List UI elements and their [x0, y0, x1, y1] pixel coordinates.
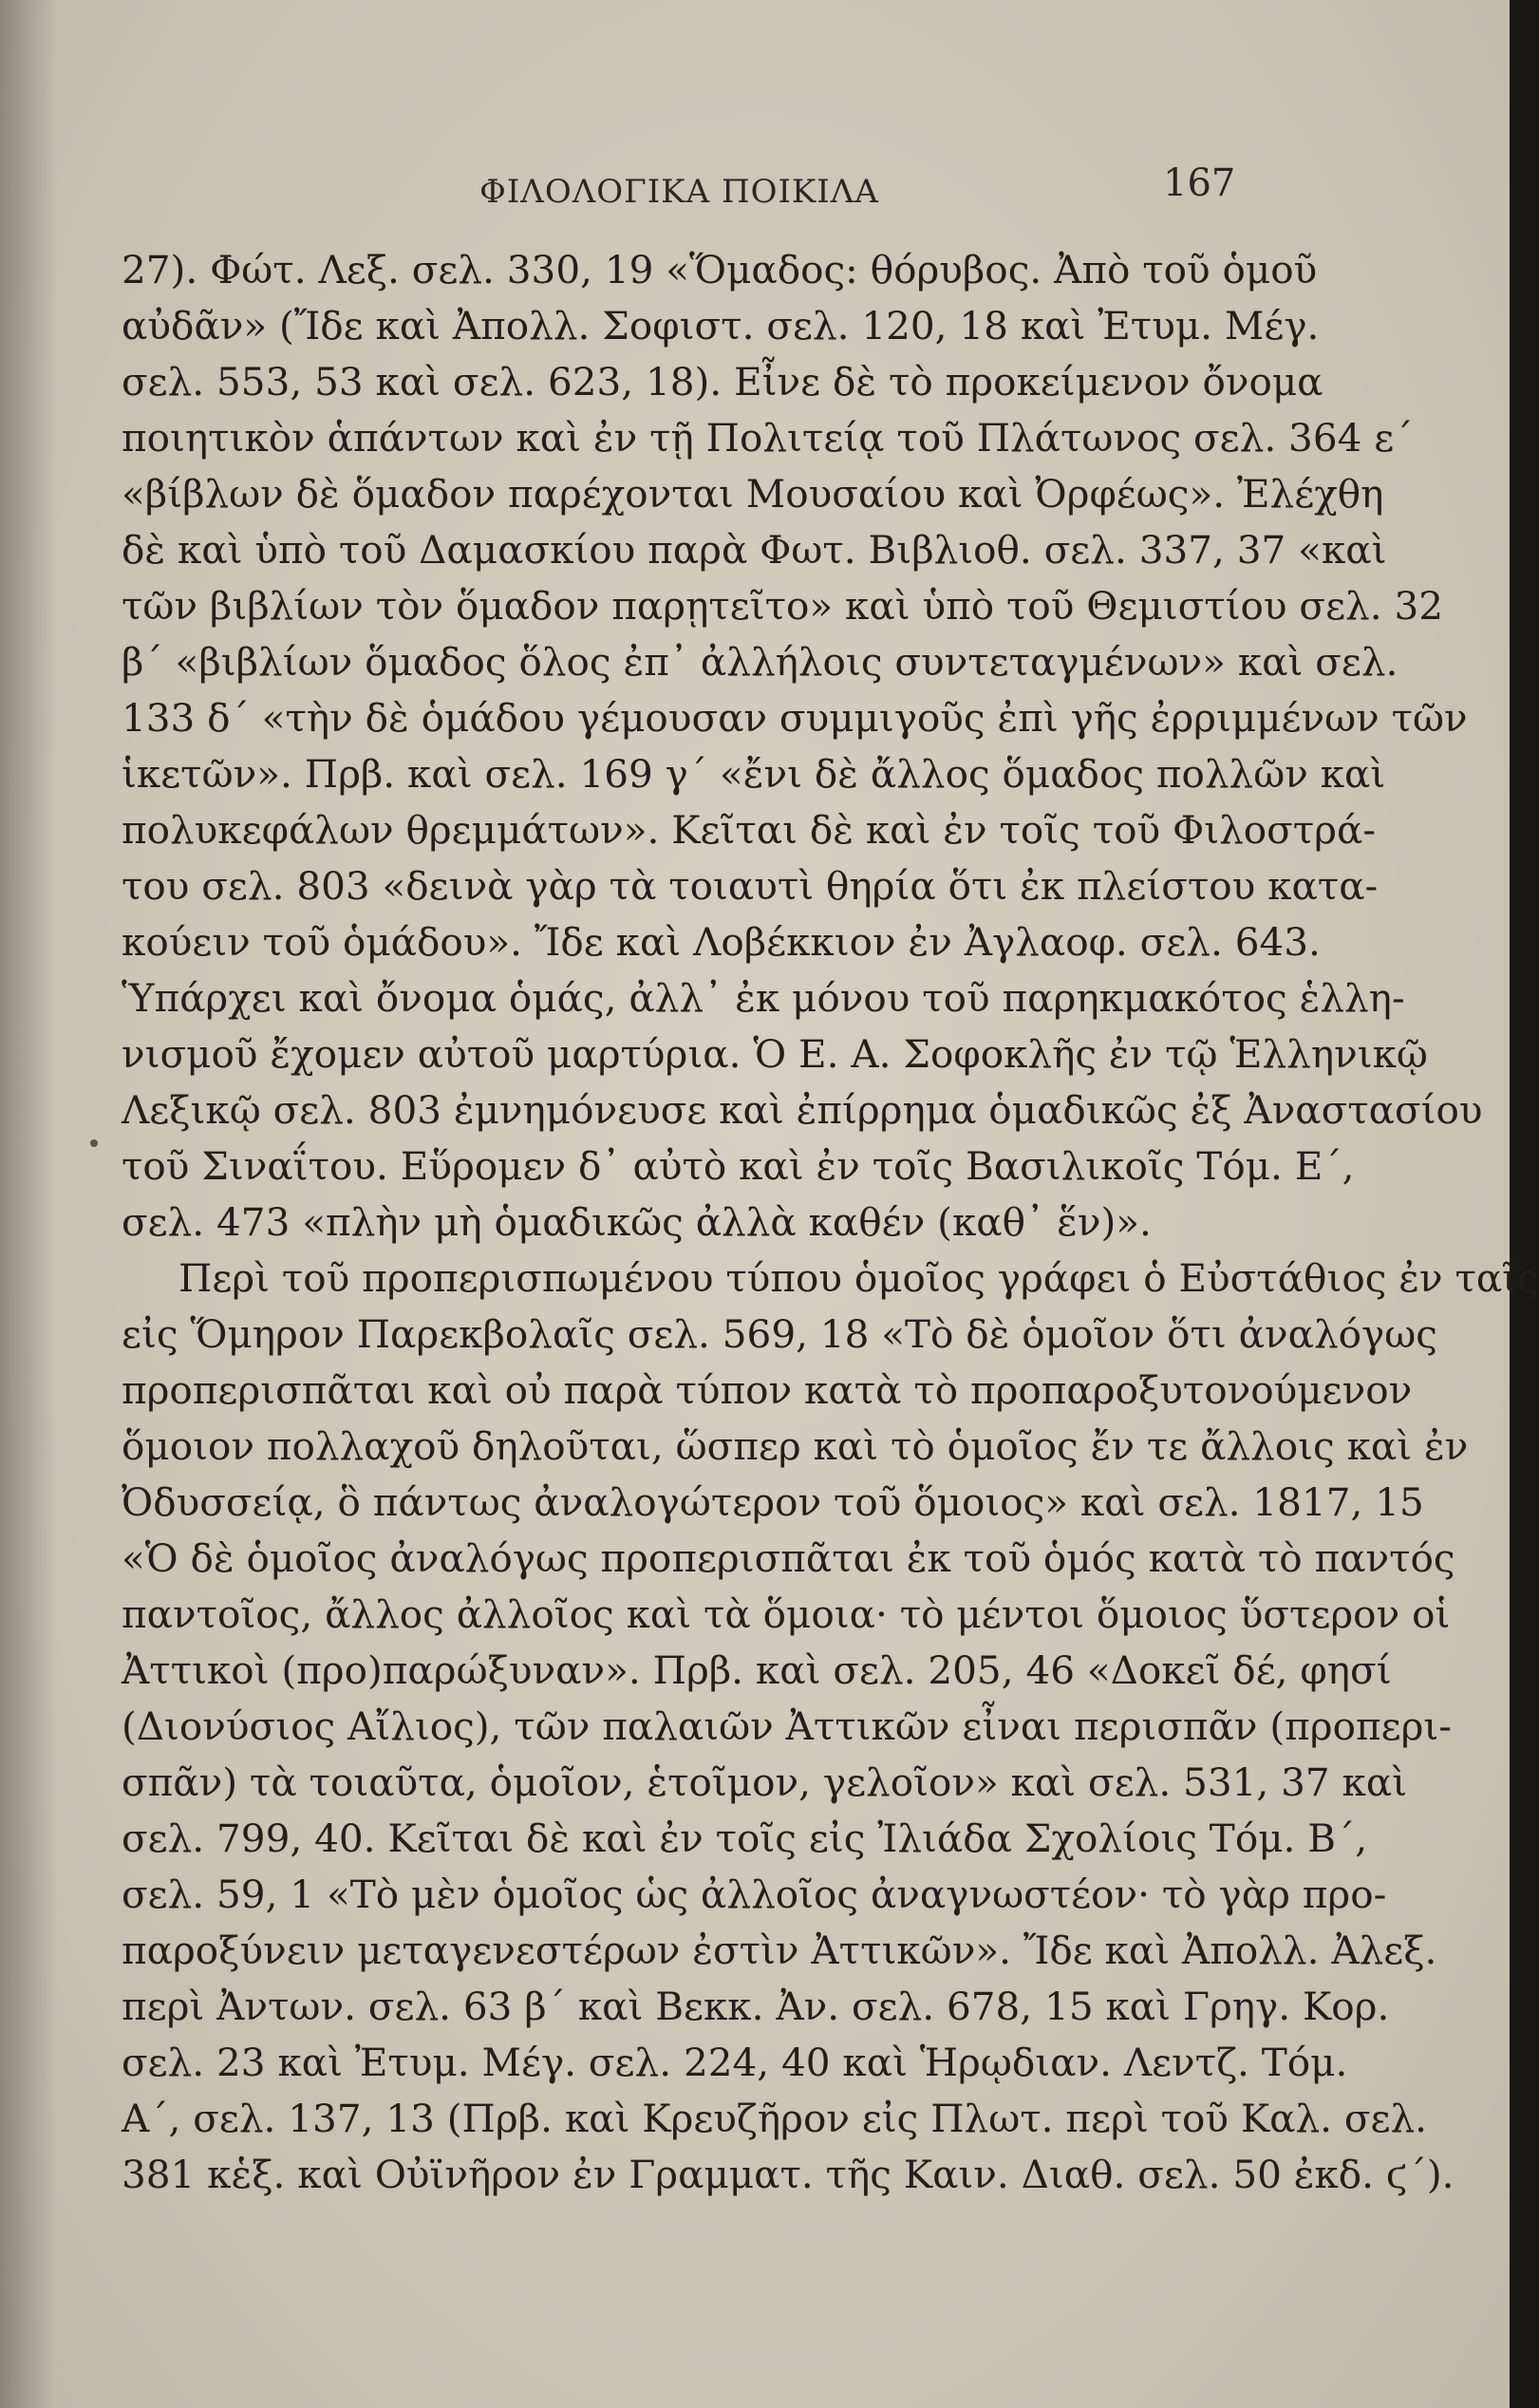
text-line: σελ. 23 καὶ Ἐτυμ. Μέγ. σελ. 224, 40 καὶ Ἡρῳδιαν. Λεντζ. Τόμ. — [122, 2040, 1348, 2085]
text-line: σελ. 799, 40. Κεῖται δὲ καὶ ἐν τοῖς εἰς Ἰλιάδα Σχολίοις Τόμ. Β΄, — [122, 1815, 1368, 1861]
text-line: αὐδᾶν» (Ἴδε καὶ Ἀπολλ. Σοφιστ. σελ. 120, 18 καὶ Ἐτυμ. Μέγ. — [122, 303, 1320, 348]
text-line: ποιητικὸν ἁπάντων καὶ ἐν τῇ Πολιτείᾳ τοῦ Πλάτωνος σελ. 364 ε΄ — [122, 415, 1414, 461]
body-text — [122, 242, 1539, 2203]
text-line: του σελ. 803 «δεινὰ γὰρ τὰ τοιαυτὶ θηρία ὅτι ἐκ πλείστου κατα- — [122, 863, 1379, 909]
text-line: δὲ καὶ ὑπὸ τοῦ Δαμασκίου παρὰ Φωτ. Βιβλιοθ. σελ. 337, 37 «καὶ — [122, 527, 1387, 573]
text-line: παντοῖος, ἄλλος ἀλλοῖος καὶ τὰ ὅμοια· τὸ μέντοι ὅμοιος ὕστερον οἱ — [122, 1591, 1451, 1637]
text-line: Ὀδυσσείᾳ, ὃ πάντως ἀναλογώτερον τοῦ ὅμοιος» καὶ σελ. 1817, 15 — [122, 1479, 1424, 1525]
spine-shadow — [0, 0, 57, 2408]
page-header — [0, 161, 1510, 218]
text-line: «Ὁ δὲ ὁμοῖος ἀναλόγως προπερισπᾶται ἐκ τοῦ ὁμός κατὰ τὸ παντός — [122, 1535, 1455, 1581]
text-line: «βίβλων δὲ ὅμαδον παρέχονται Μουσαίου καὶ Ὀρφέως». Ἐλέχθη — [122, 471, 1384, 517]
text-line: νισμοῦ ἔχομεν αὐτοῦ μαρτύρια. Ὁ Ε. Α. Σοφοκλῆς ἐν τῷ Ἑλληνικῷ — [122, 1031, 1428, 1077]
text-line: σελ. 473 «πλὴν μὴ ὁμαδικῶς ἀλλὰ καθέν (καθ᾿ ἕν)». — [122, 1199, 1152, 1245]
text-line: Λεξικῷ σελ. 803 ἐμνημόνευσε καὶ ἐπίρρημα ὁμαδικῶς ἐξ Ἀναστασίου — [122, 1087, 1483, 1133]
text-line: 27). Φώτ. Λεξ. σελ. 330, 19 «Ὅμαδος: θόρυβος. Ἀπὸ τοῦ ὁμοῦ — [122, 247, 1318, 292]
text-line: Ἀττικοὶ (προ)παρώξυναν». Πρβ. καὶ σελ. 205, 46 «Δοκεῖ δέ, φησί — [122, 1647, 1392, 1693]
text-line: τῶν βιβλίων τὸν ὅμαδον παρῃτεῖτο» καὶ ὑπὸ τοῦ Θεμιστίου σελ. 32 — [122, 583, 1444, 629]
text-line: β΄ «βιβλίων ὅμαδος ὅλος ἐπ᾿ ἀλλήλοις συντεταγμένων» καὶ σελ. — [122, 639, 1398, 685]
text-line: παροξύνειν μεταγενεστέρων ἐστὶν Ἀττικῶν». Ἴδε καὶ Ἀπολλ. Ἀλεξ. — [122, 1928, 1437, 1973]
page-number: 167 — [1163, 161, 1236, 205]
text-line: 133 δ΄ «τὴν δὲ ὁμάδου γέμουσαν συμμιγοῦς ἐπὶ γῆς ἐρριμμένων τῶν — [122, 695, 1468, 741]
text-line: εἰς Ὅμηρον Παρεκβολαῖς σελ. 569, 18 «Τὸ δὲ ὁμοῖον ὅτι ἀναλόγως — [122, 1311, 1437, 1357]
text-line: προπερισπᾶται καὶ οὐ παρὰ τύπον κατὰ τὸ προπαροξυτονούμενον — [122, 1367, 1413, 1413]
text-line: ὅμοιον πολλαχοῦ δηλοῦται, ὥσπερ καὶ τὸ ὁμοῖος ἔν τε ἄλλοις καὶ ἐν — [122, 1423, 1469, 1469]
running-title: ΦΙΛΟΛΟΓΙΚΑ ΠΟΙΚΙΛΑ — [479, 173, 879, 211]
text-line: πολυκεφάλων θρεμμάτων». Κεῖται δὲ καὶ ἐν τοῖς τοῦ Φιλοστρά- — [122, 807, 1377, 853]
text-line: περὶ Ἀντων. σελ. 63 β΄ καὶ Βεκκ. Ἀν. σελ. 678, 15 καὶ Γρηγ. Κορ. — [122, 1984, 1390, 2029]
text-line: (Διονύσιος Αἴλιος), τῶν παλαιῶν Ἀττικῶν εἶναι περισπᾶν (προπερι- — [122, 1703, 1452, 1749]
text-line: σελ. 59, 1 «Τὸ μὲν ὁμοῖος ὡς ἀλλοῖος ἀναγνωστέον· τὸ γὰρ προ- — [122, 1872, 1387, 1917]
text-line: 381 κἑξ. καὶ Οὐϊνῆρον ἐν Γραμματ. τῆς Καιν. Διαθ. σελ. 50 ἐκδ. ϛ΄). — [122, 2152, 1455, 2197]
text-line: Ὑπάρχει καὶ ὄνομα ὁμάς, ἀλλ᾿ ἐκ μόνου τοῦ παρηκμακότος ἑλλη- — [122, 975, 1405, 1021]
text-line: σελ. 553, 53 καὶ σελ. 623, 18). Εἶνε δὲ τὸ προκείμενον ὄνομα — [122, 359, 1323, 404]
text-line: κούειν τοῦ ὁμάδου». Ἴδε καὶ Λοβέκκιον ἐν Ἀγλαοφ. σελ. 643. — [122, 919, 1321, 965]
text-line: τοῦ Σιναΐτου. Εὕρομεν δ᾿ αὐτὸ καὶ ἐν τοῖς Βασιλικοῖς Τόμ. Ε΄, — [122, 1143, 1355, 1189]
text-line: Α΄, σελ. 137, 13 (Πρβ. καὶ Κρευζῆρον εἰς Πλωτ. περὶ τοῦ Καλ. σελ. — [122, 2096, 1428, 2141]
text-line: ἱκετῶν». Πρβ. καὶ σελ. 169 γ΄ «ἔνι δὲ ἄλλος ὅμαδος πολλῶν καὶ — [122, 751, 1386, 797]
margin-dot — [90, 1139, 98, 1147]
text-line: σπᾶν) τὰ τοιαῦτα, ὁμοῖον, ἑτοῖμον, γελοῖον» καὶ σελ. 531, 37 καὶ — [122, 1759, 1408, 1805]
text-line: Περὶ τοῦ προπερισπωμένου τύπου ὁμοῖος γράφει ὁ Εὐστάθιος ἐν ταῖς — [178, 1255, 1539, 1301]
